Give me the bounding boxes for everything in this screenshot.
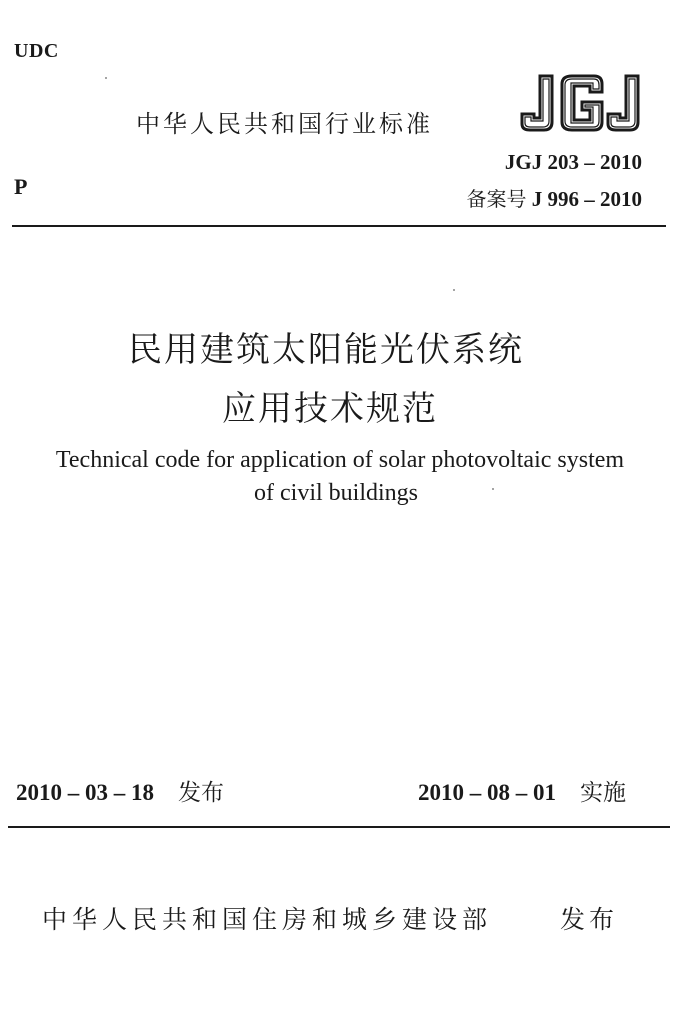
implementation-label: 实施 [580, 780, 626, 806]
chinese-title-line-2: 应用技术规范 [222, 389, 438, 429]
english-title-line-1: Technical code for application of solar photovoltaic system [55, 447, 625, 473]
publisher-action: 发布 [560, 905, 619, 934]
footer-divider [8, 826, 670, 828]
english-title-line-2: of civil buildings [254, 480, 418, 506]
header-divider [12, 225, 666, 227]
record-number-value: J 996 – 2010 [526, 187, 642, 211]
scan-speck [492, 488, 494, 490]
record-number-prefix: 备案号 [466, 187, 527, 211]
chinese-title-line-1: 民用建筑太阳能光伏系统 [128, 330, 524, 370]
jgj-logo-letters [522, 76, 638, 130]
issue-label: 发布 [178, 780, 224, 806]
implementation-date: 2010 – 08 – 01 [418, 780, 556, 805]
scan-speck [105, 77, 107, 79]
udc-label: UDC [14, 40, 59, 62]
standard-type-heading: 中华人民共和国行业标准 [136, 110, 433, 138]
record-number [467, 183, 643, 212]
classification-code: P [14, 174, 28, 199]
scan-speck [453, 289, 455, 291]
jgj-logo [514, 70, 646, 134]
publisher-name: 中华人民共和国住房和城乡建设部 [42, 905, 493, 934]
standard-code-number: JGJ 203 – 2010 [504, 150, 642, 174]
implementation-date-block [418, 774, 626, 807]
issue-date-block [16, 774, 224, 807]
issue-date: 2010 – 03 – 18 [16, 780, 154, 805]
